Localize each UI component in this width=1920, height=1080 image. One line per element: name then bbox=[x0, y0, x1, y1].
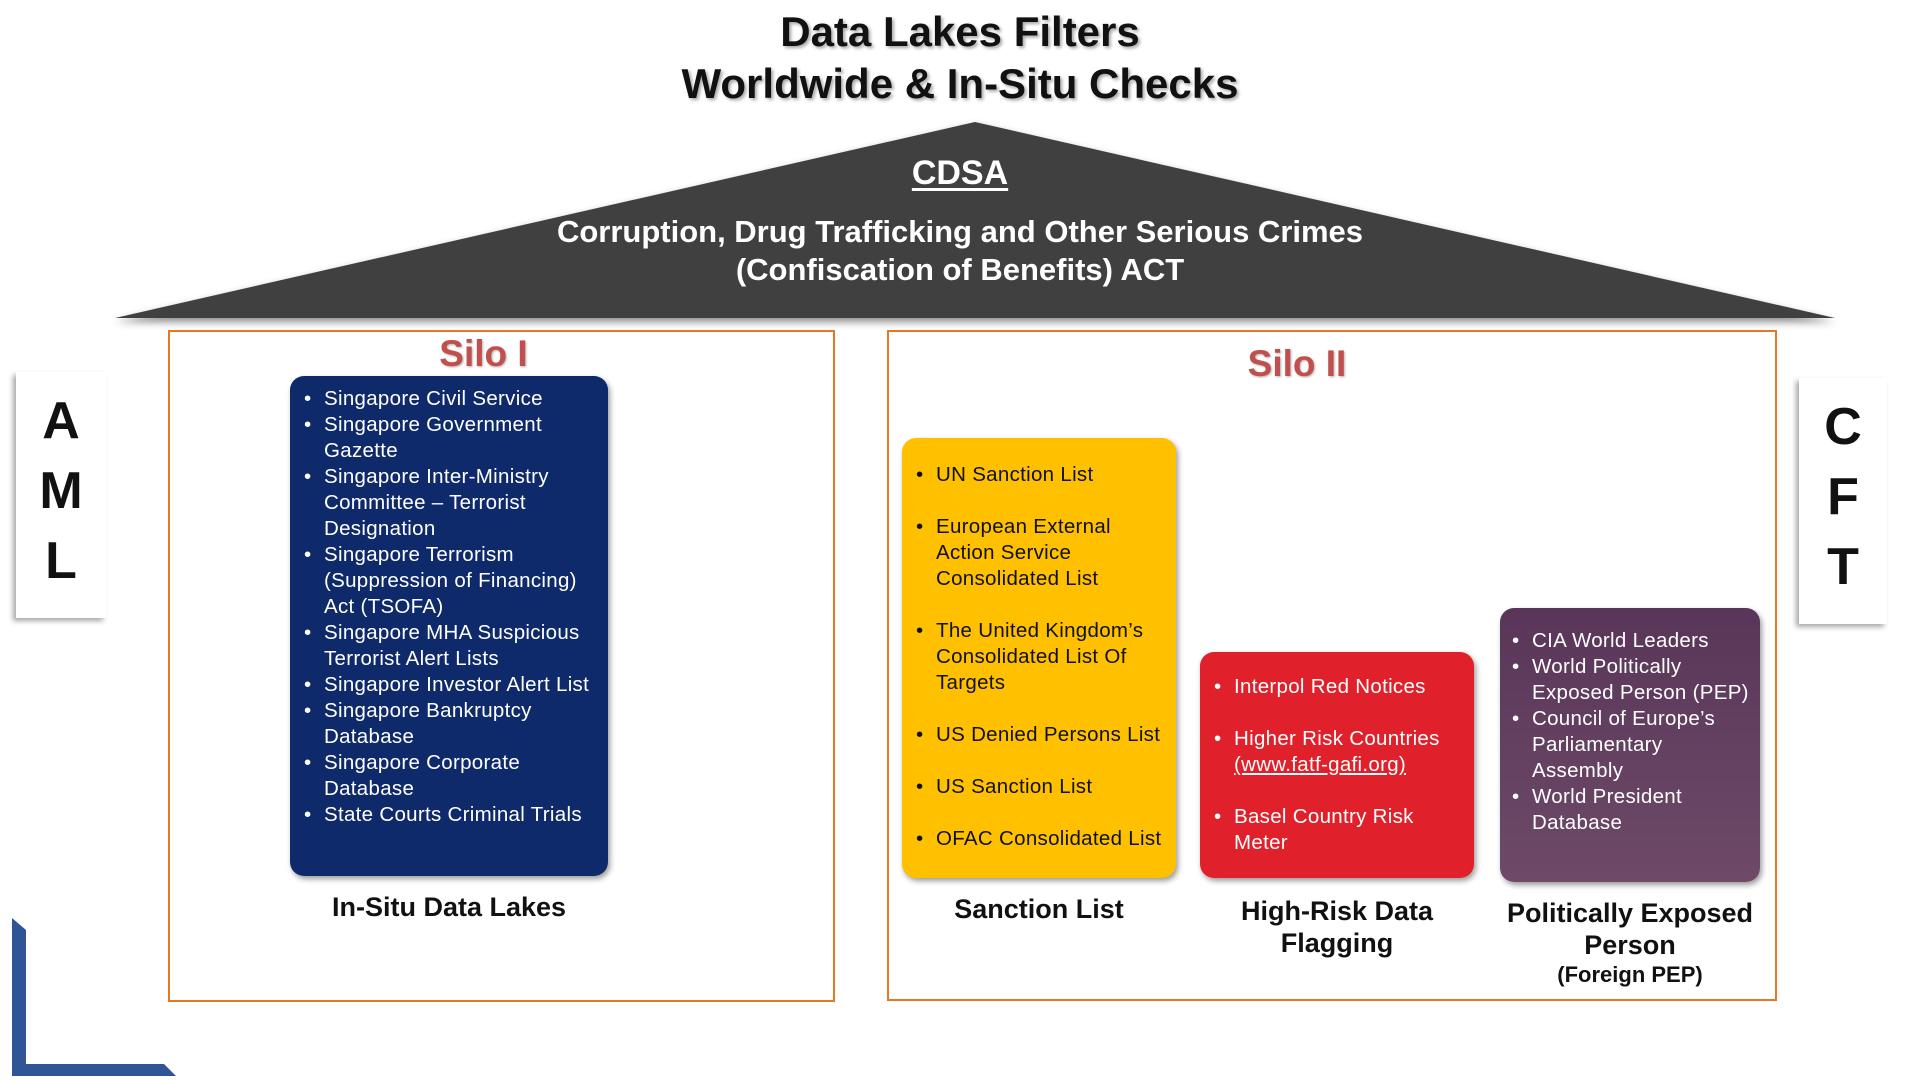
sanction-caption: Sanction List bbox=[954, 894, 1124, 924]
aml-letter-l: L bbox=[45, 532, 77, 590]
list-item: • World Politically Exposed Person (PEP) bbox=[1504, 654, 1756, 706]
sanction-list bbox=[908, 462, 1172, 852]
pep-caption bbox=[1485, 897, 1775, 989]
higher-risk-countries-text: Higher Risk Countries bbox=[1234, 727, 1440, 750]
list-item: • CIA World Leaders bbox=[1504, 628, 1756, 654]
aml-letter-m: M bbox=[39, 462, 83, 520]
corner-bracket bbox=[0, 900, 200, 1080]
list-item: • UN Sanction List bbox=[908, 462, 1172, 488]
aml-letter-a: A bbox=[42, 392, 80, 450]
act-line-1: Corruption, Drug Trafficking and Other Serious Crimes bbox=[556, 214, 1364, 249]
pep-list bbox=[1504, 628, 1756, 836]
pep-card bbox=[1500, 608, 1760, 882]
cft-side-panel bbox=[1799, 378, 1887, 624]
cft-letters bbox=[1799, 378, 1887, 602]
high-risk-card bbox=[1200, 652, 1474, 878]
list-item: • Singapore Corporate Database bbox=[296, 750, 602, 802]
silo-1-title: Silo I bbox=[439, 333, 528, 374]
list-item: • Basel Country Risk Meter bbox=[1206, 804, 1470, 856]
list-item: • Singapore Terrorism (Suppression of Financing) Act (TSOFA) bbox=[296, 542, 602, 620]
list-item: • Interpol Red Notices bbox=[1206, 674, 1470, 700]
list-item: • Singapore Inter-Ministry Committee – Terrorist Designation bbox=[296, 464, 602, 542]
high-risk-list bbox=[1206, 674, 1470, 856]
pep-caption-sub: (Foreign PEP) bbox=[1557, 962, 1703, 987]
list-item: • Singapore Investor Alert List bbox=[296, 672, 602, 698]
list-item: • The United Kingdom’s Consolidated List Of Targets bbox=[908, 618, 1172, 696]
title-line-1: Data Lakes Filters bbox=[780, 8, 1140, 55]
list-item: • Singapore MHA Suspicious Terrorist Alert Lists bbox=[296, 620, 602, 672]
high-risk-caption-line-2: Flagging bbox=[1280, 928, 1394, 958]
in-situ-list bbox=[296, 386, 602, 828]
list-item: • State Courts Criminal Trials bbox=[296, 802, 602, 828]
list-item: • OFAC Consolidated List bbox=[908, 826, 1172, 852]
high-risk-caption bbox=[1200, 895, 1474, 959]
list-item bbox=[1206, 726, 1470, 778]
list-item: • US Denied Persons List bbox=[908, 722, 1172, 748]
pep-caption-line-2: Person bbox=[1584, 930, 1676, 960]
pep-caption-line-1: Politically Exposed bbox=[1506, 898, 1754, 928]
list-item: • World President Database bbox=[1504, 784, 1756, 836]
aml-side-panel bbox=[16, 372, 106, 618]
list-item: • US Sanction List bbox=[908, 774, 1172, 800]
cft-letter-c: C bbox=[1824, 398, 1862, 456]
list-item: • Singapore Civil Service bbox=[296, 386, 602, 412]
aml-letters bbox=[16, 372, 106, 596]
list-item: • European External Action Service Consolidated List bbox=[908, 514, 1172, 592]
cft-letter-t: T bbox=[1827, 538, 1859, 596]
cft-letter-f: F bbox=[1827, 468, 1859, 526]
fatf-link[interactable]: (www.fatf-gafi.org) bbox=[1234, 753, 1407, 776]
list-item: • Council of Europe’s Parliamentary Assembly bbox=[1504, 706, 1756, 784]
in-situ-caption: In-Situ Data Lakes bbox=[331, 892, 567, 922]
silo-2-title: Silo II bbox=[1247, 343, 1347, 384]
act-line-2: (Confiscation of Benefits) ACT bbox=[735, 252, 1185, 287]
act-name bbox=[0, 213, 1920, 289]
in-situ-card bbox=[290, 376, 608, 876]
title-line-2: Worldwide & In-Situ Checks bbox=[681, 60, 1239, 107]
cdsa-label: CDSA bbox=[911, 154, 1009, 192]
list-item: • Singapore Government Gazette bbox=[296, 412, 602, 464]
high-risk-caption-line-1: High-Risk Data bbox=[1240, 896, 1434, 926]
sanction-card bbox=[902, 438, 1176, 878]
list-item: • Singapore Bankruptcy Database bbox=[296, 698, 602, 750]
